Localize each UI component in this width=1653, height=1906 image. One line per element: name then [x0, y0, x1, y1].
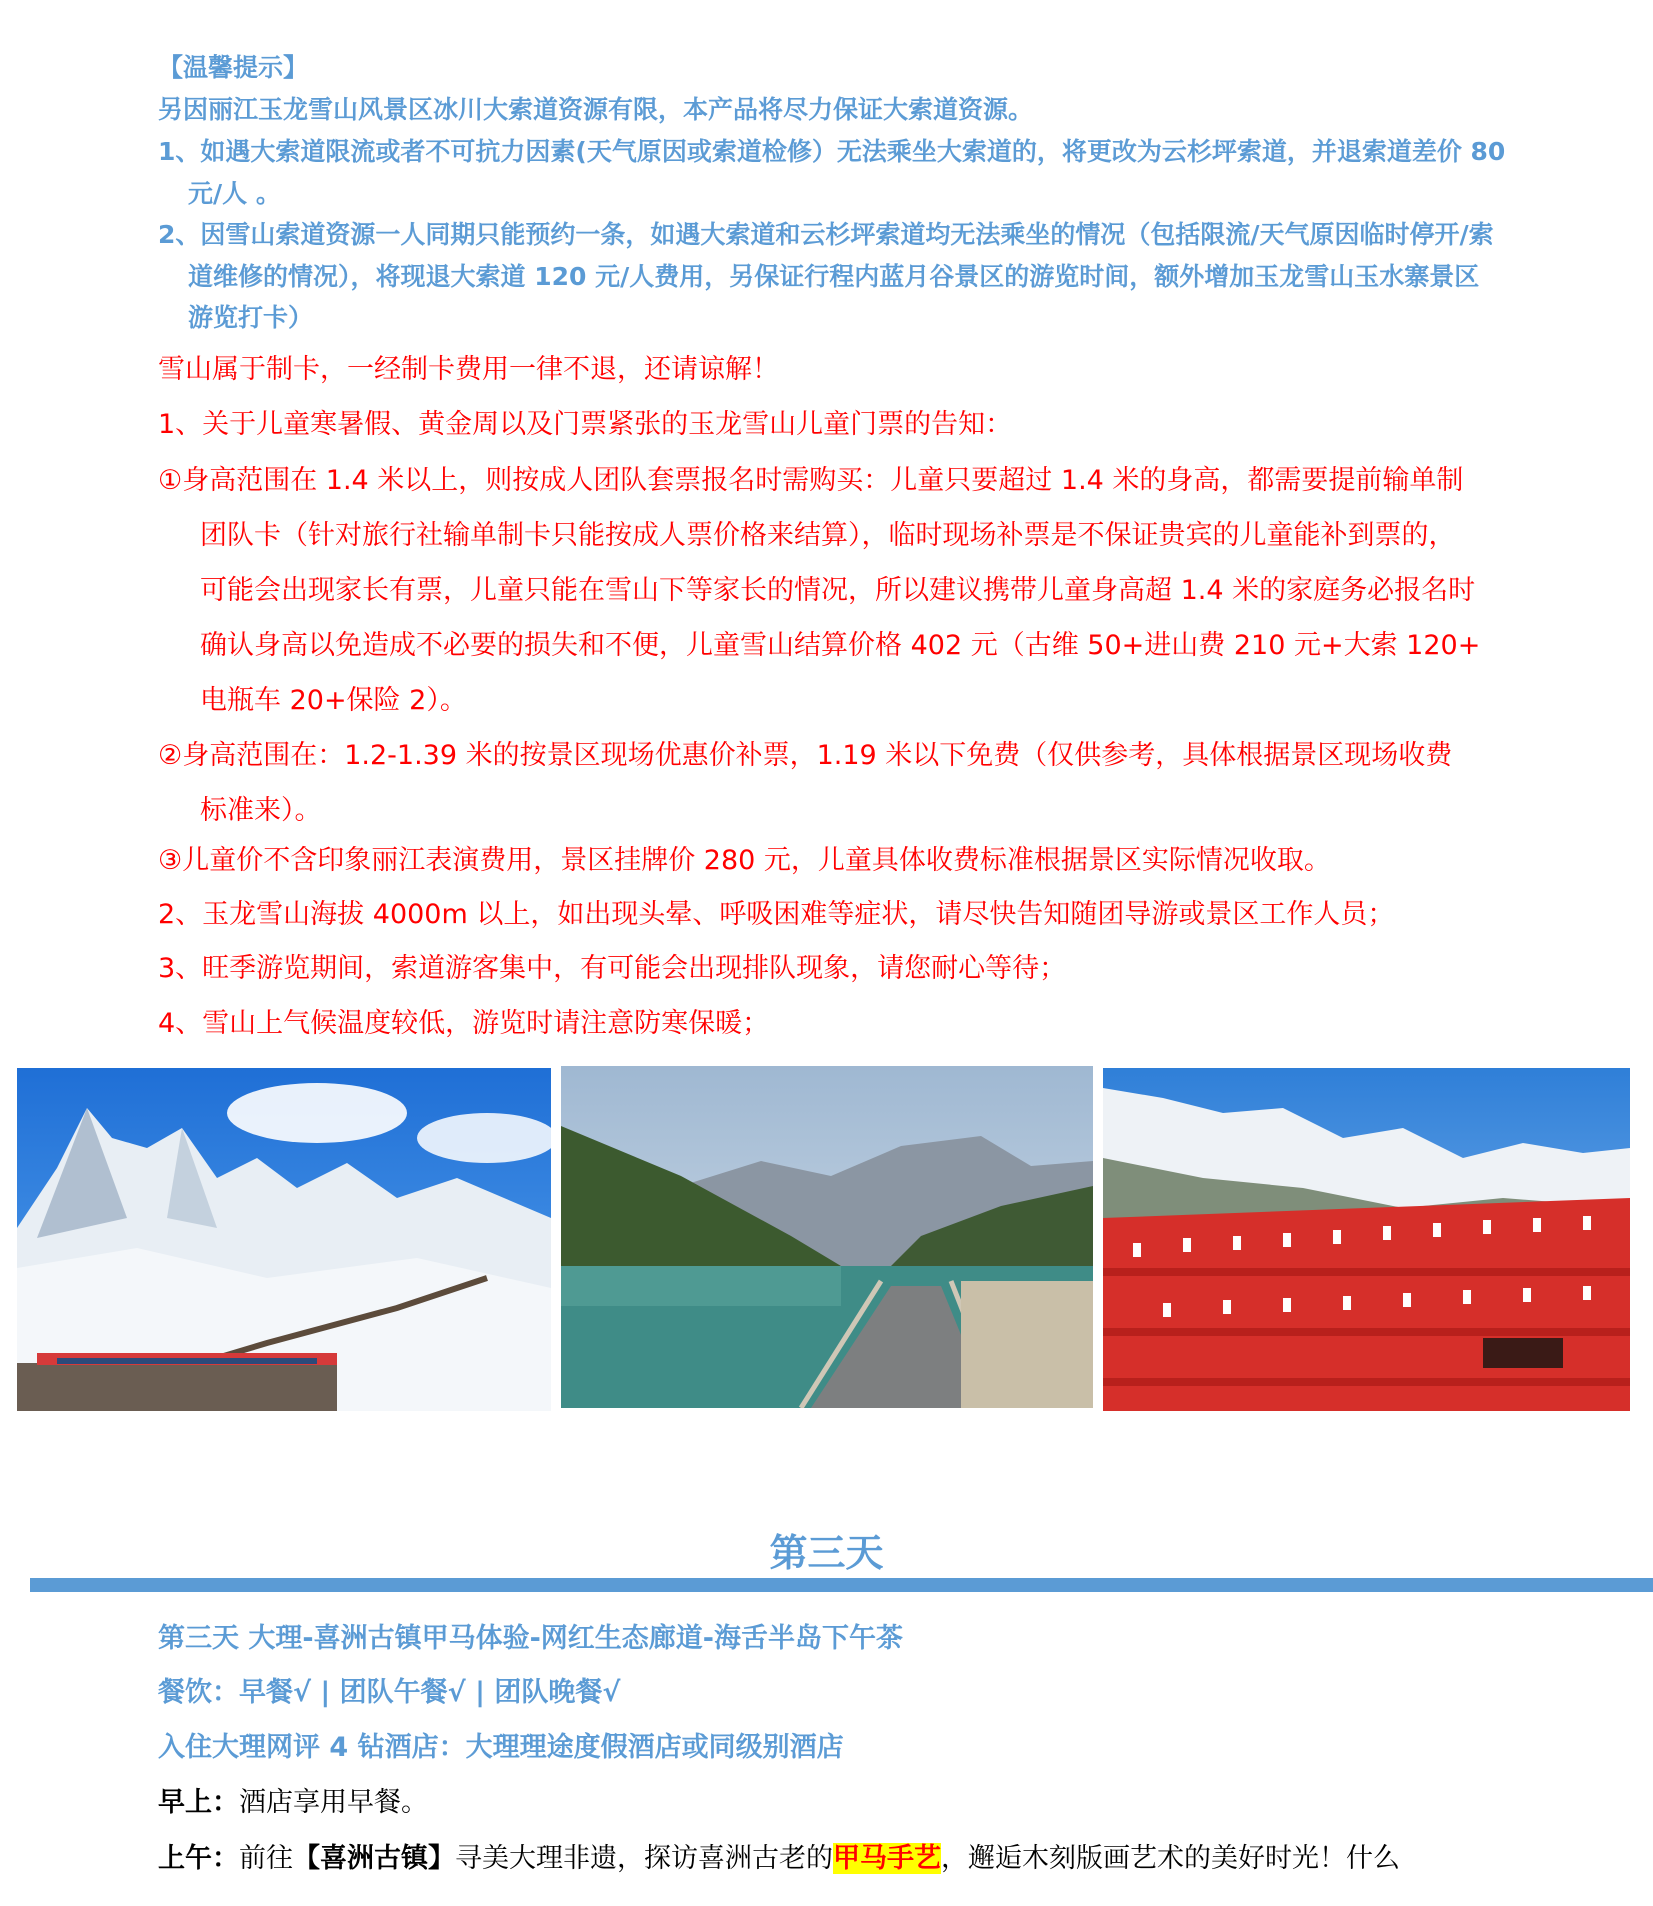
rule-3: 3、旺季游览期间，索道游客集中，有可能会出现排队现象，请您耐心等待； [158, 953, 1067, 984]
rule-b-line2: 标准来）。 [200, 795, 322, 826]
forenoon-pre: 前往 [239, 1843, 293, 1874]
forenoon-highlight: 甲马手艺 [833, 1843, 941, 1874]
rule-a-line1: ①身高范围在 1.4 米以上，则按成人团队套票报名时需购买：儿童只要超过 1.4 米的身高，都需要提前输单制 [158, 465, 1464, 496]
day3-meals: 餐饮：早餐√ | 团队午餐√ | 团队晚餐√ [158, 1677, 621, 1708]
notice-header: 【温馨提示】 [158, 53, 309, 82]
day-divider-bar [30, 1578, 1653, 1592]
rule-b-line1: ②身高范围在：1.2-1.39 米的按景区现场优惠价补票，1.19 米以下免费（仅供参考，具体根据景区现场收费 [158, 740, 1453, 771]
rule-a-line4: 确认身高以免造成不必要的损失和不便，儿童雪山结算价格 402 元（古维 50+进山费 210 元+大索 120+ [200, 630, 1481, 661]
rule-4: 4、雪山上气候温度较低，游览时请注意防寒保暖； [158, 1008, 770, 1039]
rule-a-line5: 电瓶车 20+保险 2）。 [200, 685, 467, 716]
morning-text: 酒店享用早餐。 [239, 1787, 428, 1818]
forenoon-line [158, 1836, 1400, 1875]
rule-c-line1: ③儿童价不含印象丽江表演费用，景区挂牌价 280 元，儿童具体收费标准根据景区实际情况收取。 [158, 845, 1331, 876]
snow-mountain-photo [17, 1068, 551, 1411]
day3-route: 第三天 大理-喜洲古镇甲马体验-网红生态廊道-海舌半岛下午茶 [158, 1623, 904, 1654]
morning-line [158, 1780, 428, 1819]
forenoon-place: 【喜洲古镇】 [293, 1843, 455, 1874]
day-title: 第三天 [769, 1531, 884, 1575]
morning-label: 早上： [158, 1787, 239, 1818]
rule-1: 1、关于儿童寒暑假、黄金周以及门票紧张的玉龙雪山儿童门票的告知： [158, 409, 1013, 440]
impression-lijiang-photo [1103, 1068, 1630, 1411]
notice-item1-line2: 元/人 。 [188, 179, 281, 208]
notice-item2-line1: 2、因雪山索道资源一人同期只能预约一条，如遇大索道和云杉坪索道均无法乘坐的情况（包括限流/天气原因临时停开/索 [158, 220, 1494, 249]
notice-item2-line2: 道维修的情况），将现退大索道 120 元/人费用，另保证行程内蓝月谷景区的游览时间，额外增加玉龙雪山玉水寨景区 [188, 262, 1480, 291]
forenoon-post: ，邂逅木刻版画艺术的美好时光！什么 [941, 1843, 1400, 1874]
notice-item1-line1: 1、如遇大索道限流或者不可抗力因素(天气原因或索道检修）无法乘坐大索道的，将更改为云杉坪索道，并退索道差价 80 [158, 137, 1506, 166]
day3-hotel: 入住大理网评 4 钻酒店：大理理途度假酒店或同级别酒店 [158, 1732, 844, 1763]
rule-a-line2: 团队卡（针对旅行社输单制卡只能按成人票价格来结算），临时现场补票是不保证贵宾的儿童能补到票的， [200, 520, 1456, 551]
forenoon-mid: 寻美大理非遗，探访喜洲古老的 [455, 1843, 833, 1874]
rule-2: 2、玉龙雪山海拔 4000m 以上，如出现头晕、呼吸困难等症状，请尽快告知随团导游或景区工作人员； [158, 899, 1395, 930]
rule-a-line3: 可能会出现家长有票，儿童只能在雪山下等家长的情况，所以建议携带儿童身高超 1.4 米的家庭务必报名时 [200, 575, 1476, 606]
card-note: 雪山属于制卡，一经制卡费用一律不退，还请谅解！ [158, 354, 779, 385]
blue-moon-valley-photo [561, 1066, 1093, 1408]
forenoon-label: 上午： [158, 1843, 239, 1874]
notice-intro: 另因丽江玉龙雪山风景区冰川大索道资源有限，本产品将尽力保证大索道资源。 [158, 95, 1034, 124]
notice-item2-line3: 游览打卡） [188, 303, 314, 332]
